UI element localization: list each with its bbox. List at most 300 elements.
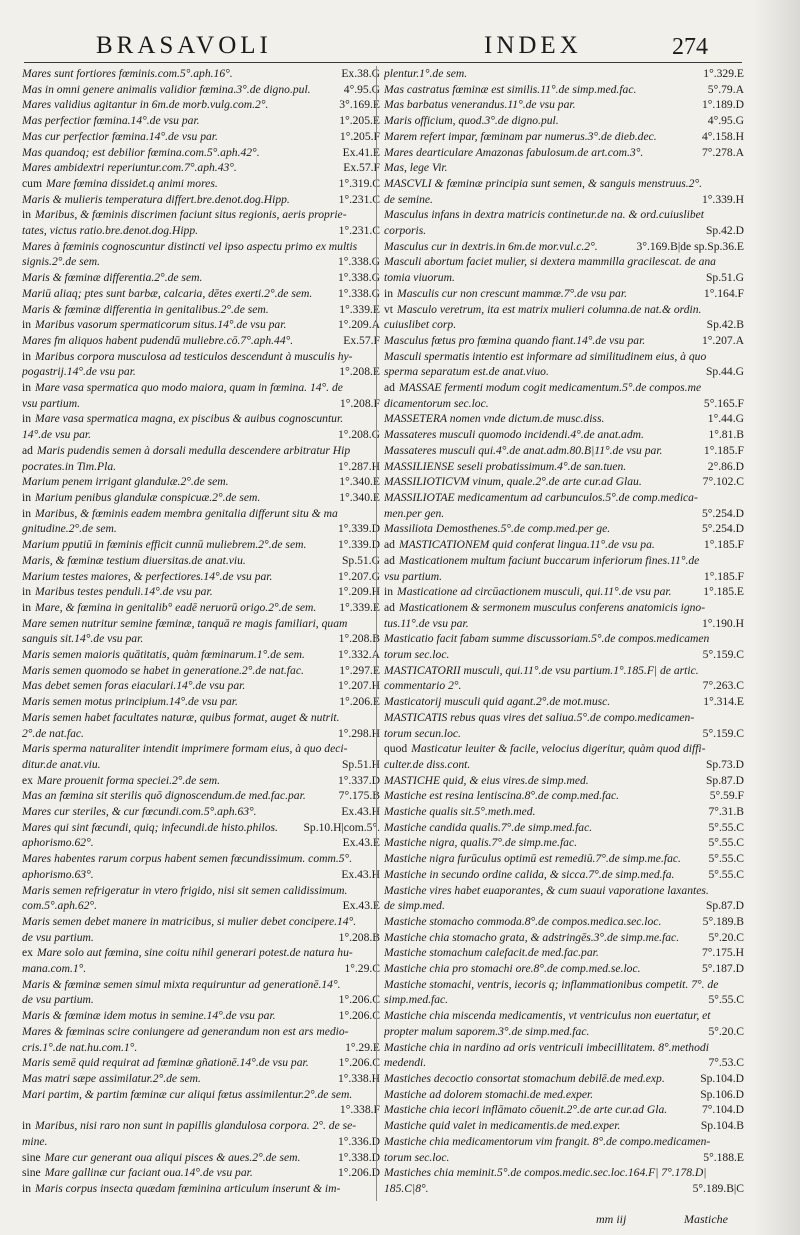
entry-text: Maribus testes penduli.14°.de vsu par. bbox=[35, 585, 213, 599]
entry-text: aphorismo.62°. bbox=[22, 836, 94, 850]
entry-text: MASSAE fermenti modum cogit medicamentum.5°.de compos.me bbox=[398, 381, 702, 395]
entry-reference: Sp.104.B bbox=[698, 1118, 744, 1134]
entry-reference: 7°.175.B bbox=[336, 788, 380, 804]
index-entry bbox=[384, 113, 744, 129]
index-entry bbox=[22, 1024, 380, 1040]
index-entry bbox=[22, 631, 380, 647]
entry-text: MASSILIOTICVM vinum, quale.2°.de arte cur.ad Glau. bbox=[384, 475, 642, 489]
entry-text: pocrates.in Tim.Pla. bbox=[22, 459, 117, 473]
entry-text: gnitudine.2°.de sem. bbox=[22, 522, 117, 536]
entry-text: culter.de diss.cont. bbox=[384, 757, 471, 771]
entry-text: Mas perfectior fœmina.14°.de vsu par. bbox=[22, 114, 200, 128]
entry-reference: 1°.208.F bbox=[337, 396, 380, 412]
entry-text: tomia viuorum. bbox=[384, 271, 455, 285]
index-entry bbox=[22, 835, 380, 851]
index-entry bbox=[384, 333, 744, 349]
entry-reference: 5°.159.C bbox=[700, 726, 744, 742]
index-entry bbox=[22, 757, 380, 773]
entry-text: Mares qui sint fœcundi, quiq; infecundi.de histo.philos. bbox=[22, 820, 278, 834]
entry-text: vsu partium. bbox=[384, 569, 442, 583]
entry-text: dicamentorum sec.loc. bbox=[384, 396, 489, 410]
entry-text: Mastiche nigra, qualis.7°.de simp.me.fac. bbox=[384, 836, 578, 850]
index-entry bbox=[384, 1071, 744, 1087]
entry-text: Mastiche stomacho commoda.8°.de compos.medica.sec.loc. bbox=[384, 914, 662, 928]
entry-reference: 5°.55.C bbox=[705, 867, 744, 883]
entry-text: plentur.1°.de sem. bbox=[384, 67, 468, 80]
entry-text: Mastiche chia miscenda medicamentis, vt ventriculus non euertatur, et bbox=[384, 1009, 711, 1023]
entry-text: propter malum saporem.3°.de simp.med.fac. bbox=[384, 1024, 590, 1038]
index-entry bbox=[384, 883, 744, 899]
entry-reference: 1°.231.C bbox=[336, 192, 380, 208]
entry-text: cris.1°.de nat.hu.com.1°. bbox=[22, 1040, 138, 1054]
index-entry bbox=[384, 1040, 744, 1056]
entry-reference: 5°.20.C bbox=[705, 1024, 744, 1040]
index-entry bbox=[384, 961, 744, 977]
entry-text: Maris officium, quod.3°.de digno.pul. bbox=[384, 114, 559, 128]
entry-prefix: ex bbox=[22, 946, 33, 960]
entry-text: MASSILIENSE seseli probatissimum.4°.de san.tuen. bbox=[384, 459, 627, 473]
index-entry bbox=[22, 459, 380, 475]
entry-reference: 1°.319.C bbox=[336, 176, 380, 192]
index-entry bbox=[384, 945, 744, 961]
index-entry bbox=[384, 647, 744, 663]
index-entry bbox=[22, 239, 380, 255]
entry-text: Massateres musculi quomodo incidendi.4°.de anat.adm. bbox=[384, 428, 644, 442]
index-entry bbox=[384, 1102, 744, 1118]
index-entry bbox=[22, 396, 380, 412]
entry-reference: 1°.314.E bbox=[700, 694, 744, 710]
entry-reference: 1°.185.F bbox=[701, 443, 744, 459]
entry-text: MASTICATIS rebus quas vires det saliua.5°.de compo.medicamen- bbox=[384, 710, 695, 724]
entry-text: torum secun.loc. bbox=[384, 726, 461, 740]
entry-text: Mariū aliaq; ptes sunt barbæ, calcaria, dētes exerti.2°.de sem. bbox=[22, 286, 313, 300]
index-entry bbox=[384, 145, 744, 161]
entry-text: Mas matri sæpe assimilatur.2°.de sem. bbox=[22, 1072, 201, 1085]
entry-text: Mastiche chia medicamentorum vim frangit. 8°.de compo.medicamen- bbox=[384, 1134, 711, 1148]
running-head-title: INDEX bbox=[484, 32, 582, 59]
entry-prefix: vt bbox=[384, 302, 394, 316]
entry-reference: 5°.254.D bbox=[699, 521, 744, 537]
entry-text: Maris semen debet manere in matricibus, si mulier debet concipere.14°. bbox=[22, 914, 357, 928]
entry-text: commentario 2°. bbox=[384, 679, 462, 693]
entry-text: torum sec.loc. bbox=[384, 1150, 450, 1164]
entry-text: Maris pudendis semen à dorsali medulla descendere arbitratur Hip bbox=[36, 443, 351, 457]
entry-text: Mare, & fœmina in genitalib° eadē neruorū origo.2°.de sem. bbox=[35, 600, 317, 614]
entry-text: Mastiche in secundo ordine calida, & sicca.7°.de simp.med.fa. bbox=[384, 867, 675, 881]
index-entry bbox=[22, 427, 380, 443]
index-entry bbox=[384, 490, 744, 506]
entry-reference: 1°.338.G bbox=[335, 254, 380, 270]
index-entry bbox=[384, 663, 744, 679]
entry-text: Masculo veretrum, ita est matrix mulieri columna.de nat.& ordin. bbox=[397, 302, 702, 316]
entry-reference: Ex.57.F bbox=[340, 160, 380, 176]
index-entry bbox=[22, 145, 380, 161]
entry-text: Mastiche vires habet euaporantes, & cum suaui vaporatione laxantes. bbox=[384, 883, 709, 897]
entry-reference: 1°.208.E bbox=[336, 364, 380, 380]
entry-text: Maribus corpora musculosa ad testiculos descendunt à musculis hy- bbox=[35, 349, 353, 363]
entry-prefix: in bbox=[22, 349, 32, 363]
entry-reference: 1°.205.F bbox=[337, 129, 380, 145]
entry-prefix: ad bbox=[384, 600, 395, 614]
entry-text: de vsu partium. bbox=[22, 930, 94, 944]
entry-reference: Ex.43.E bbox=[340, 898, 380, 914]
entry-text: Mastiches chia meminit.5°.de compos.medic.sec.loc.164.F| 7°.178.D| bbox=[384, 1166, 707, 1180]
index-entry bbox=[22, 678, 380, 694]
index-entry bbox=[384, 427, 744, 443]
entry-reference: 7°.102.C bbox=[700, 474, 744, 490]
entry-text: Mastiche qualis sit.5°.meth.med. bbox=[384, 805, 536, 819]
entry-text: MASTICHE quid, & eius vires.de simp.med. bbox=[384, 773, 589, 787]
entry-reference: 1°.44.G bbox=[705, 411, 744, 427]
entry-prefix: in bbox=[22, 208, 32, 222]
entry-prefix: ad bbox=[22, 443, 33, 457]
index-entry bbox=[22, 647, 380, 663]
entry-reference: 1°.338.D bbox=[335, 1150, 380, 1166]
index-entry bbox=[384, 474, 744, 490]
entry-reference: Sp.51.H bbox=[339, 757, 380, 773]
index-entry bbox=[22, 129, 380, 145]
index-entry bbox=[22, 1150, 380, 1166]
entry-text: sperma separatum est.de anat.viuo. bbox=[384, 365, 549, 379]
index-entry bbox=[22, 113, 380, 129]
index-entry bbox=[384, 192, 744, 208]
entry-text: Mares validius agitantur in 6m.de morb.vulg.com.2°. bbox=[22, 98, 269, 112]
index-entry bbox=[384, 66, 744, 82]
entry-reference: 4°.95.G bbox=[341, 82, 380, 98]
entry-text: Maris & mulieris temperatura differt.bre.denot.dog.Hipp. bbox=[22, 192, 290, 206]
index-entry bbox=[22, 490, 380, 506]
entry-reference: 1°.190.H bbox=[699, 616, 744, 632]
index-entry bbox=[22, 773, 380, 789]
index-entry bbox=[384, 694, 744, 710]
index-entry bbox=[384, 898, 744, 914]
index-entry bbox=[384, 1150, 744, 1166]
index-entry bbox=[384, 270, 744, 286]
signature-mark: mm iij bbox=[596, 1212, 627, 1226]
index-entry bbox=[384, 867, 744, 883]
entry-reference: 7°.278.A bbox=[699, 145, 744, 161]
index-entry bbox=[22, 788, 380, 804]
index-entry bbox=[22, 694, 380, 710]
page-footer bbox=[0, 1212, 800, 1232]
entry-text: MASSETERA nomen vnde dictum.de musc.diss. bbox=[384, 412, 605, 426]
entry-reference: 7°.104.D bbox=[699, 1102, 744, 1118]
entry-reference: 1°.208.B bbox=[336, 631, 380, 647]
entry-reference: 5°.188.E bbox=[700, 1150, 744, 1166]
entry-reference: 1°.339.E bbox=[336, 600, 380, 616]
entry-text: simp.med.fac. bbox=[384, 993, 449, 1007]
entry-prefix: in bbox=[384, 585, 394, 599]
entry-reference: 1°.206.E bbox=[336, 694, 380, 710]
entry-reference: 1°.208.B bbox=[336, 930, 380, 946]
index-entry bbox=[384, 788, 744, 804]
entry-text: Mas in omni genere animalis validior fœmina.3°.de digno.pul. bbox=[22, 82, 311, 96]
index-entry bbox=[384, 396, 744, 412]
entry-reference: 1°.339.H bbox=[699, 192, 744, 208]
index-entry bbox=[384, 600, 744, 616]
entry-text: Masculus infans in dextra matricis continetur.de na. & ord.cuiuslibet bbox=[384, 208, 704, 222]
index-entry bbox=[22, 1008, 380, 1024]
entry-reference: 1°.338.F bbox=[337, 1102, 380, 1118]
index-entry bbox=[22, 364, 380, 380]
index-entry bbox=[384, 757, 744, 773]
index-entry bbox=[384, 129, 744, 145]
entry-text: Mastiche candida qualis.7°.de simp.med.fac. bbox=[384, 820, 593, 834]
index-entry bbox=[22, 1055, 380, 1071]
entry-reference: Sp.106.D bbox=[697, 1087, 744, 1103]
entry-reference: 5°.20.C bbox=[705, 930, 744, 946]
entry-reference: Sp.42.B bbox=[704, 317, 744, 333]
entry-text: Marium penibus glandulæ conspicuæ.2°.de sem. bbox=[35, 490, 261, 504]
entry-text: mine. bbox=[22, 1134, 48, 1148]
entry-text: Maris semen refrigeratur in vtero frigido, nisi sit semen calidissimum. bbox=[22, 883, 348, 897]
entry-reference: 2°.86.D bbox=[705, 459, 744, 475]
index-entry bbox=[384, 631, 744, 647]
index-entry bbox=[22, 726, 380, 742]
entry-reference: 1°.29.C bbox=[341, 961, 380, 977]
entry-prefix: in bbox=[22, 585, 32, 599]
index-entry bbox=[384, 914, 744, 930]
index-entry bbox=[22, 1040, 380, 1056]
index-entry bbox=[22, 584, 380, 600]
index-entry bbox=[22, 992, 380, 1008]
index-entry bbox=[384, 1134, 744, 1150]
entry-text: Masculus cur in dextris.in 6m.de mor.vul.c.2°. bbox=[384, 239, 598, 253]
index-entry bbox=[22, 537, 380, 553]
index-entry bbox=[384, 207, 744, 223]
entry-reference: 7°.53.C bbox=[705, 1055, 744, 1071]
entry-text: Maribus, nisi raro non sunt in papillis glandulosa corpora. 2°. de se- bbox=[35, 1119, 357, 1133]
entry-prefix: in bbox=[22, 1181, 32, 1195]
entry-text: Mares cur steriles, & cur fœcundi.com.5°.aph.63°. bbox=[22, 805, 257, 819]
entry-text: Maris & fœminæ idem motus in semine.14°.de vsu par. bbox=[22, 1009, 276, 1023]
index-entry bbox=[22, 1165, 380, 1181]
index-entry bbox=[22, 317, 380, 333]
entry-text: MASCVLI & fœminæ principia sunt semen, & sanguis menstruus.2°. bbox=[384, 176, 702, 190]
index-entry bbox=[22, 443, 380, 459]
entry-reference: 1°.185.F bbox=[701, 569, 744, 585]
entry-reference: 7°.31.B bbox=[705, 804, 744, 820]
index-entry bbox=[384, 977, 744, 993]
entry-prefix: in bbox=[22, 600, 32, 614]
index-entry bbox=[22, 851, 380, 867]
entry-reference: 1°.29.E bbox=[342, 1040, 380, 1056]
entry-reference: 1°.81.B bbox=[705, 427, 744, 443]
entry-text: Maris sperma naturaliter intendit imprimere formam eius, à quo deci- bbox=[22, 742, 348, 756]
entry-text: Mare prouenit forma speciei.2°.de sem. bbox=[36, 773, 221, 787]
index-entry bbox=[22, 1102, 380, 1118]
index-entry bbox=[384, 584, 744, 600]
index-entry bbox=[384, 97, 744, 113]
index-entry bbox=[384, 411, 744, 427]
entry-prefix: in bbox=[22, 412, 32, 426]
entry-text: Masculis cur non crescunt mammæ.7°.de vsu par. bbox=[397, 286, 627, 300]
entry-text: Mas cur perfectior fœmina.14°.de vsu par. bbox=[22, 129, 218, 143]
entry-text: tus.11°.de vsu par. bbox=[384, 616, 469, 630]
entry-text: Mastiche chia pro stomachi ore.8°.de comp.med.se.loc. bbox=[384, 962, 641, 976]
entry-prefix: ad bbox=[384, 538, 395, 552]
entry-text: Mares habentes rarum corpus habent semen fœcundissimum. comm.5°. bbox=[22, 852, 353, 866]
index-entry bbox=[22, 380, 380, 396]
entry-text: Masculi abortum faciet mulier, si dextera mammilla gracilescat. de ana bbox=[384, 255, 716, 269]
entry-text: de simp.med. bbox=[384, 899, 445, 913]
entry-reference: 1°.329.E bbox=[700, 66, 744, 82]
entry-text: Mastiches decoctio consortat stomachum debilē.de med.exp. bbox=[384, 1072, 665, 1085]
entry-reference: 5°.55.C bbox=[705, 851, 744, 867]
index-entry bbox=[22, 710, 380, 726]
entry-text: Maris corpus insecta quædam fœminina articulum inserunt & im- bbox=[35, 1181, 341, 1195]
entry-reference: 5°.165.F bbox=[701, 396, 744, 412]
entry-text: Mares & fœminas scire coniungere ad generandum non est ars medio- bbox=[22, 1024, 349, 1038]
entry-text: Mas castratus fœminæ est similis.11°.de simp.med.fac. bbox=[384, 82, 637, 96]
entry-text: mana.com.1°. bbox=[22, 962, 87, 976]
entry-reference: Sp.104.D bbox=[697, 1071, 744, 1087]
entry-reference: Sp.51.G bbox=[339, 553, 380, 569]
entry-reference: 7°.175.H bbox=[699, 945, 744, 961]
index-entry bbox=[384, 710, 744, 726]
entry-text: men.per gen. bbox=[384, 506, 445, 520]
entry-text: corporis. bbox=[384, 224, 427, 238]
index-entry bbox=[22, 192, 380, 208]
index-entry bbox=[22, 411, 380, 427]
index-entry bbox=[22, 66, 380, 82]
index-entry bbox=[384, 1181, 744, 1197]
index-entry bbox=[22, 553, 380, 569]
entry-text: Mas an fœmina sit sterilis quō dignoscendum.de med.fac.par. bbox=[22, 789, 306, 803]
index-entry bbox=[384, 616, 744, 632]
entry-text: de semine. bbox=[384, 192, 433, 206]
index-entry bbox=[22, 97, 380, 113]
entry-reference: 1°.206.C bbox=[336, 1055, 380, 1071]
entry-text: de vsu partium. bbox=[22, 993, 94, 1007]
index-entry bbox=[22, 945, 380, 961]
index-entry bbox=[22, 286, 380, 302]
index-entry bbox=[384, 349, 744, 365]
entry-text: 14°.de vsu par. bbox=[22, 428, 92, 442]
index-entry bbox=[384, 537, 744, 553]
entry-prefix: ex bbox=[22, 773, 33, 787]
index-entry bbox=[22, 663, 380, 679]
entry-text: vsu partium. bbox=[22, 396, 80, 410]
entry-text: Masticatorij musculi quid agant.2°.de mot.musc. bbox=[384, 695, 611, 709]
entry-prefix: in bbox=[384, 286, 394, 300]
entry-reference: 3°.169.E bbox=[336, 97, 380, 113]
entry-reference: 4°.95.G bbox=[705, 113, 744, 129]
index-entry bbox=[22, 506, 380, 522]
entry-reference: 1°.209.H bbox=[335, 584, 380, 600]
entry-text: pogastrij.14°.de vsu par. bbox=[22, 365, 136, 379]
entry-reference: 1°.207.G bbox=[335, 569, 380, 585]
entry-reference: 1°.338.H bbox=[335, 1071, 380, 1087]
entry-text: Mas quandoq; est debilior fœmina.com.5°.aph.42°. bbox=[22, 145, 260, 159]
index-entry bbox=[384, 726, 744, 742]
entry-reference: 1°.338.G bbox=[335, 270, 380, 286]
entry-text: Masculus fœtus pro fœmina quando fiant.14°.de vsu par. bbox=[384, 333, 646, 347]
entry-text: 185.C|8°. bbox=[384, 1181, 429, 1195]
index-entry bbox=[384, 254, 744, 270]
entry-prefix: quod bbox=[384, 742, 408, 756]
index-entry bbox=[22, 270, 380, 286]
entry-text: Marium penem irrigant glandulæ.2°.de sem. bbox=[22, 475, 229, 489]
index-entry bbox=[384, 992, 744, 1008]
index-entry bbox=[384, 459, 744, 475]
entry-text: Maribus, & fœminis eadem membra genitalia differunt situ & ma bbox=[35, 506, 338, 520]
entry-reference: Ex.43.E bbox=[340, 835, 380, 851]
entry-text: Mastiche ad dolorem stomachi.de med.exper. bbox=[384, 1087, 594, 1101]
entry-reference: 5°.59.F bbox=[707, 788, 744, 804]
entry-text: Mares sunt fortiores fœminis.com.5°.aph.16°. bbox=[22, 67, 233, 80]
index-entry bbox=[22, 160, 380, 176]
entry-reference: 1°.336.D bbox=[335, 1134, 380, 1150]
entry-text: Masticationem & sermonem musculus conferens anatomicis igno- bbox=[398, 600, 706, 614]
entry-reference: Sp.42.D bbox=[703, 223, 744, 239]
index-entry bbox=[22, 82, 380, 98]
entry-text: Masticatione ad circūactionem musculi, qui.11°.de vsu par. bbox=[397, 585, 672, 599]
index-entry bbox=[22, 930, 380, 946]
entry-reference: 1°.339.D bbox=[335, 521, 380, 537]
entry-reference: Sp.44.G bbox=[703, 364, 744, 380]
catchword: Mastiche bbox=[684, 1212, 728, 1226]
entry-text: Mare cur generant oua aliqui pisces & aues.2°.de sem. bbox=[44, 1150, 301, 1164]
index-entry bbox=[22, 977, 380, 993]
index-entry bbox=[22, 254, 380, 270]
entry-reference: 5°.189.B|C bbox=[690, 1181, 744, 1197]
entry-text: Mastiche chia stomacho grata, & adstringēs.3°.de simp.me.fac. bbox=[384, 930, 680, 944]
entry-text: MASTICATORII musculi, qui.11°.de vsu partium.1°.185.F| de artic. bbox=[384, 663, 699, 677]
index-entry bbox=[384, 82, 744, 98]
entry-reference: Ex.43.H bbox=[338, 867, 380, 883]
entry-prefix: ad bbox=[384, 553, 395, 567]
entry-reference: 5°.55.C bbox=[705, 992, 744, 1008]
index-entry bbox=[384, 1024, 744, 1040]
entry-text: Marem refert impar, fœminam par numerus.3°.de dieb.dec. bbox=[384, 129, 657, 143]
entry-reference: 5°.187.D bbox=[699, 961, 744, 977]
entry-text: Mare gallinæ cur faciant oua.14°.de vsu par. bbox=[44, 1166, 253, 1180]
entry-prefix: sine bbox=[22, 1166, 41, 1180]
index-entry bbox=[22, 207, 380, 223]
entry-text: Maris semen motus principium.14°.de vsu par. bbox=[22, 695, 238, 709]
entry-text: Mare fœmina dissidet.q animi mores. bbox=[45, 176, 218, 190]
entry-text: Mastiche chia in nardino ad oris ventriculi imbecillitatem. 8°.methodi bbox=[384, 1040, 709, 1054]
entry-prefix: sine bbox=[22, 1150, 41, 1164]
index-entry bbox=[22, 349, 380, 365]
index-entry bbox=[384, 851, 744, 867]
entry-reference: 1°.207.A bbox=[699, 333, 744, 349]
entry-text: Masticationem multum faciunt buccarum inferiorum fines.11°.de bbox=[398, 553, 700, 567]
entry-text: Maris, & fœminæ testium diuersitas.de anat.viu. bbox=[22, 553, 246, 567]
entry-text: Mares ambidextri reperiuntur.com.7°.aph.43°. bbox=[22, 161, 237, 175]
entry-prefix: cum bbox=[22, 176, 42, 190]
index-entry bbox=[384, 569, 744, 585]
entry-reference: 5°.55.C bbox=[705, 820, 744, 836]
index-entry bbox=[22, 961, 380, 977]
entry-reference: 1°.208.G bbox=[335, 427, 380, 443]
entry-text: Mares dearticulare Amazonas fabulosum.de art.com.3°. bbox=[384, 145, 644, 159]
entry-reference: Ex.43.H bbox=[338, 804, 380, 820]
index-entry bbox=[384, 1165, 744, 1181]
entry-reference: 3°.169.B|de sp.Sp.36.E bbox=[634, 239, 744, 255]
entry-text: Mas barbatus venerandus.11°.de vsu par. bbox=[384, 98, 576, 112]
index-entry bbox=[22, 302, 380, 318]
entry-reference: 1°.206.C bbox=[336, 992, 380, 1008]
index-entry bbox=[22, 741, 380, 757]
index-entry bbox=[384, 835, 744, 851]
entry-reference: 1°.339.D bbox=[335, 537, 380, 553]
entry-text: Mastiche stomachi, ventris, iecoris q; inflammationibus competit. 7°. de bbox=[384, 977, 719, 991]
running-head-author: BRASAVOLI bbox=[96, 32, 272, 59]
index-entry bbox=[22, 1087, 380, 1103]
entry-text: medendi. bbox=[384, 1056, 427, 1070]
